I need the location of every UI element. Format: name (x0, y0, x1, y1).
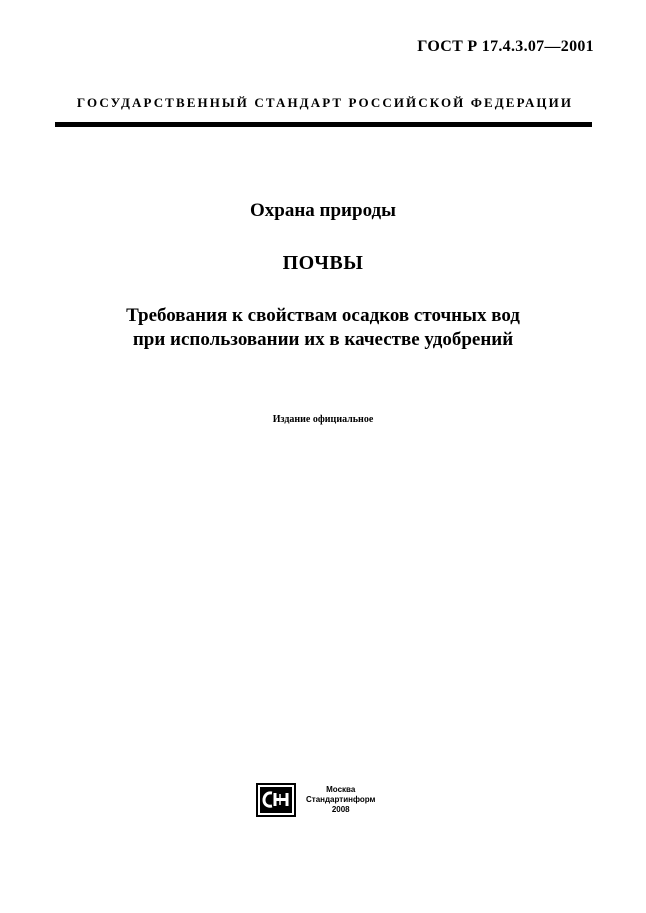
publisher-text (306, 785, 375, 815)
subject-title: Охрана природы (250, 200, 396, 221)
publisher-name: Стандартинформ (306, 795, 376, 804)
subtitle-line-2: при использовании их в качестве удобрений (132, 329, 514, 350)
document-code: ГОСТ Р 17.4.3.07—2001 (417, 38, 594, 55)
standartinform-logo-icon (256, 783, 296, 817)
publisher-block (256, 783, 375, 817)
edition-label: Издание официальное (272, 414, 374, 425)
publisher-city: Москва (326, 785, 356, 794)
state-standard-heading: ГОСУДАРСТВЕННЫЙ СТАНДАРТ РОССИЙСКОЙ ФЕДЕРАЦИИ (76, 95, 574, 110)
main-title: ПОЧВЫ (282, 252, 364, 274)
header-divider (55, 122, 592, 127)
subtitle (0, 304, 646, 352)
subtitle-line-1: Требования к свойствам осадков сточных вод (126, 305, 520, 326)
publisher-year: 2008 (331, 805, 350, 814)
